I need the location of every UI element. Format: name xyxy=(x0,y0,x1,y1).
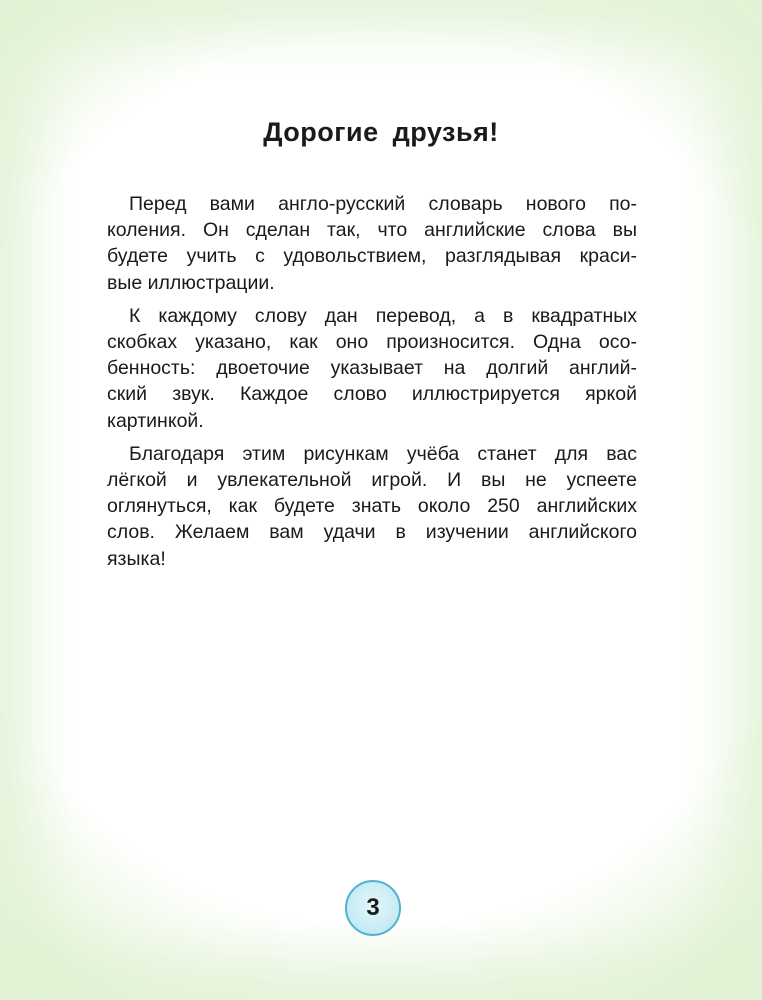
text-line: бенность: двоеточие указывает на долгий англий- xyxy=(107,357,637,380)
text-line: языка! xyxy=(107,547,166,570)
text-line: картинкой. xyxy=(107,409,204,432)
paragraph-1 xyxy=(107,191,637,296)
text-line: скобках указано, как оно произносится. Одна осо- xyxy=(107,331,637,354)
paragraph-2 xyxy=(107,303,637,434)
text-line: оглянуться, как будете знать около 250 английских xyxy=(107,495,637,518)
text-line: Благодаря этим рисункам учёба станет для вас xyxy=(129,442,637,465)
page-number-badge xyxy=(345,880,401,936)
page-title: Дорогие друзья! xyxy=(263,117,499,147)
text-line: Перед вами англо-русский словарь нового по- xyxy=(129,193,637,215)
paragraph-3 xyxy=(107,441,637,572)
text-line: ский звук. Каждое слово иллюстрируется яркой xyxy=(107,383,637,406)
text-line: коления. Он сделан так, что английские слова вы xyxy=(107,219,637,242)
body-text xyxy=(107,191,637,579)
text-line: будете учить с удовольствием, разглядывая краси- xyxy=(107,245,637,268)
text-line: слов. Желаем вам удачи в изучении английского xyxy=(107,521,637,544)
page-number: 3 xyxy=(366,894,380,921)
text-line: К каждому слову дан перевод, а в квадратных xyxy=(129,304,637,327)
text-line: вые иллюстрации. xyxy=(107,271,275,294)
text-line: лёгкой и увлекательной игрой. И вы не успеете xyxy=(107,469,637,492)
